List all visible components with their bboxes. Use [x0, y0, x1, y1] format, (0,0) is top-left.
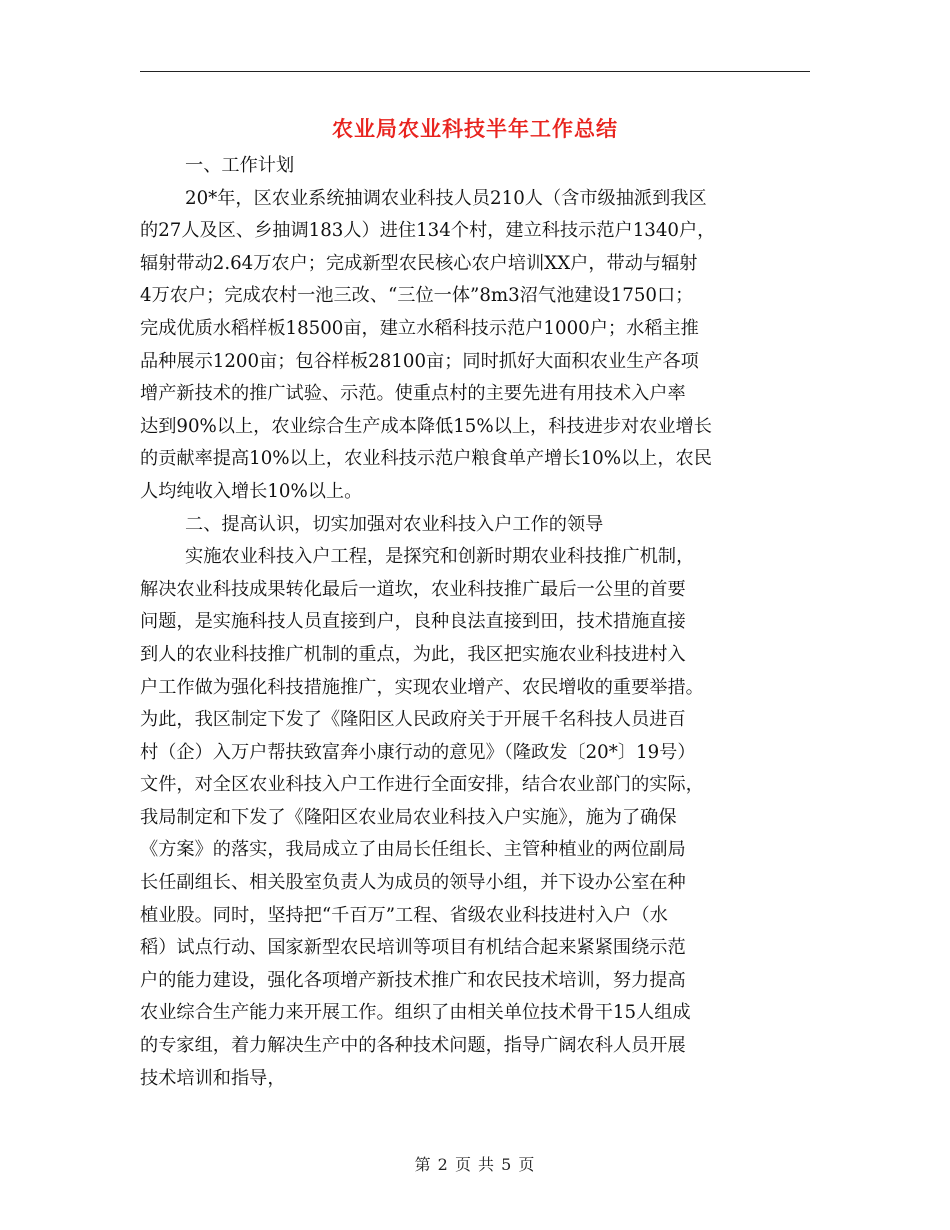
text-line: 解决农业科技成果转化最后一道坎，农业科技推广最后一公里的首要	[140, 578, 686, 600]
text-line: 植业股。同时，坚持把“千百万”工程、省级农业科技进村入户（水	[140, 904, 668, 926]
text-line: 长任副组长、相关股室负责人为成员的领导小组，并下设办公室在种	[140, 872, 686, 894]
text-line: 文件，对全区农业科技入户工作进行全面安排，结合农业部门的实际，	[140, 774, 704, 796]
text-line: 《方案》的落实，我局成立了由局长任组长、主管种植业的两位副局	[140, 839, 686, 861]
text-line: 达到90%以上，农业综合生产成本降低15%以上，科技进步对农业增长	[140, 415, 712, 437]
text-line: 问题，是实施科技人员直接到户，良种良法直接到田，技术措施直接	[140, 611, 686, 633]
text-line: 的专家组，着力解决生产中的各种技术问题，指导广阔农科人员开展	[140, 1035, 686, 1057]
text-line: 技术培训和指导，	[140, 1067, 286, 1089]
text-line: 增产新技术的推广试验、示范。使重点村的主要先进有用技术入户率	[140, 383, 686, 405]
text-line: 一、工作计划	[185, 155, 295, 176]
text-line: 的贡献率提高10%以上，农业科技示范户粮食单产增长10%以上，农民	[140, 448, 712, 470]
text-line: 的27人及区、乡抽调183人）进住134个村，建立科技示范户1340户，	[140, 220, 716, 242]
document-body	[140, 150, 808, 1095]
text-line: 我局制定和下发了《隆阳区农业局农业科技入户实施》，施为了确保	[140, 806, 677, 828]
text-line: 4万农户；完成农村一池三改、“三位一体”8m3沼气池建设1750口；	[140, 285, 694, 307]
text-line: 稻）试点行动、国家新型农民培训等项目有机结合起来紧紧围绕示范	[140, 937, 686, 959]
text-line: 人均纯收入增长10%以上。	[140, 480, 363, 502]
text-line: 二、提高认识，切实加强对农业科技入户工作的领导	[185, 513, 604, 535]
header-rule	[140, 71, 810, 72]
page-footer: 第 2 页 共 5 页	[414, 1155, 536, 1174]
text-line: 户工作做为强化科技措施推广，实现农业增产、农民增收的重要举措。	[140, 676, 704, 698]
document-title: 农业局农业科技半年工作总结	[332, 116, 618, 141]
text-line: 到人的农业科技推广机制的重点，为此，我区把实施农业科技进村入	[140, 643, 686, 665]
text-line: 实施农业科技入户工程，是探究和创新时期农业科技推广机制，	[185, 546, 695, 568]
text-line: 村（企）入万户帮扶致富奔小康行动的意见》（隆政发〔20*〕19号）	[140, 741, 696, 763]
text-line: 为此，我区制定下发了《隆阳区人民政府关于开展千名科技人员进百	[140, 709, 686, 731]
text-line: 品种展示1200亩；包谷样板28100亩；同时抓好大面积农业生产各项	[140, 350, 699, 372]
text-line: 农业综合生产能力来开展工作。组织了由相关单位技术骨干15人组成	[140, 1002, 691, 1024]
text-line: 完成优质水稻样板18500亩，建立水稻科技示范户1000户；水稻主推	[140, 317, 699, 339]
text-line: 20*年，区农业系统抽调农业科技人员210人（含市级抽派到我区	[185, 187, 707, 209]
text-line: 辐射带动2.64万农户；完成新型农民核心农户培训XX户，带动与辐射	[140, 252, 698, 274]
text-line: 户的能力建设，强化各项增产新技术推广和农民技术培训，努力提高	[140, 969, 686, 991]
